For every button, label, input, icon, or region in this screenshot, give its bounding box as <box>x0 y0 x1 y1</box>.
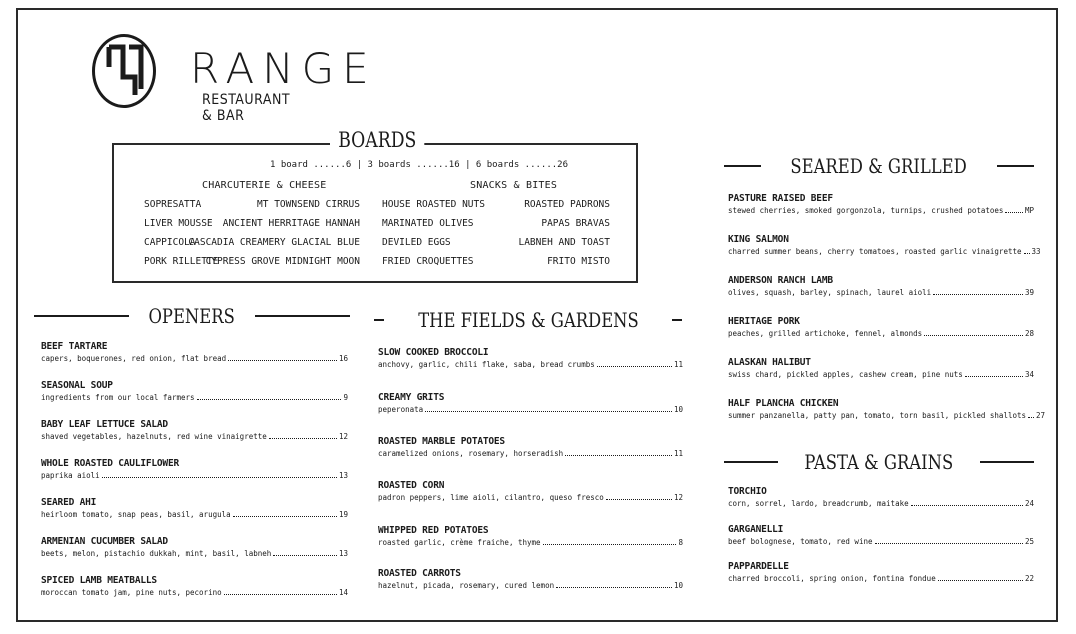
leader-dots <box>911 505 1023 506</box>
item-name: ARMENIAN CUCUMBER SALAD <box>41 536 168 547</box>
menu-item <box>41 536 348 575</box>
heading-rule <box>672 319 682 321</box>
brand-name: RANGE <box>190 44 377 93</box>
item-description: moroccan tomato jam, pine nuts, pecorino <box>41 588 222 597</box>
menu-item <box>41 380 348 419</box>
charcuterie-subtitle: CHARCUTERIE & CHEESE <box>202 180 327 191</box>
item-price: 19 <box>338 510 348 519</box>
leader-dots <box>1005 212 1023 213</box>
menu-item <box>728 524 1034 561</box>
item-name: KING SALMON <box>728 234 789 245</box>
charcuterie-item: PORK RILLETTE <box>144 256 219 267</box>
item-name: GARGANELLI <box>728 524 784 535</box>
leader-dots <box>556 587 672 588</box>
item-price: 10 <box>673 405 683 414</box>
seared-title: SEARED & GRILLED <box>790 154 968 178</box>
item-price: 9 <box>343 393 348 402</box>
menu-item <box>378 392 683 436</box>
menu-item <box>41 458 348 497</box>
item-name: WHIPPED RED POTATOES <box>378 525 489 536</box>
item-description: charred broccoli, spring onion, fontina fondue <box>728 574 936 583</box>
item-name: ANDERSON RANCH LAMB <box>728 275 833 286</box>
openers-title: OPENERS <box>148 304 236 328</box>
leader-dots <box>425 411 672 412</box>
item-name: SEASONAL SOUP <box>41 380 113 391</box>
menu-item <box>728 398 1046 439</box>
item-price: 14 <box>338 588 348 597</box>
heading-rule <box>997 165 1034 167</box>
menu-item <box>728 193 1034 234</box>
menu-item <box>378 568 683 611</box>
item-name: BABY LEAF LETTUCE SALAD <box>41 419 168 430</box>
snack-item: FRITO MISTO <box>547 256 610 267</box>
item-description: shaved vegetables, hazelnuts, red wine vinaigrette <box>41 432 267 441</box>
snack-item: PAPAS BRAVAS <box>541 218 610 229</box>
item-description: swiss chard, pickled apples, cashew cream, pine nuts <box>728 370 963 379</box>
item-name: ROASTED CORN <box>378 480 445 491</box>
item-name: TORCHIO <box>728 486 767 497</box>
item-price: 34 <box>1024 370 1034 379</box>
charcuterie-item: CAPPICOLA <box>144 237 196 248</box>
logo-monogram-icon <box>103 43 147 101</box>
menu-item <box>41 341 348 380</box>
cheese-item: ANCIENT HERRITAGE HANNAH <box>222 218 360 229</box>
item-price: 33 <box>1031 247 1041 256</box>
heading-rule <box>255 315 350 317</box>
item-description: stewed cherries, smoked gorgonzola, turnips, crushed potatoes <box>728 206 1004 215</box>
snack-item: LABNEH AND TOAST <box>518 237 610 248</box>
item-price: 12 <box>338 432 348 441</box>
snack-item: FRIED CROQUETTES <box>382 256 474 267</box>
heading-rule <box>724 165 761 167</box>
menu-item <box>728 561 1034 598</box>
pasta-heading <box>724 450 1034 474</box>
item-description: charred summer beans, cherry tomatoes, roasted garlic vinaigrette <box>728 247 1022 256</box>
menu-item <box>378 525 683 568</box>
item-name: PAPPARDELLE <box>728 561 789 572</box>
item-name: WHOLE ROASTED CAULIFLOWER <box>41 458 179 469</box>
item-name: PASTURE RAISED BEEF <box>728 193 833 204</box>
item-name: SPICED LAMB MEATBALLS <box>41 575 157 586</box>
heading-rule <box>724 461 778 463</box>
item-price: 13 <box>338 549 348 558</box>
cheese-item: CASCADIA CREAMERY GLACIAL BLUE <box>188 237 360 248</box>
item-description: capers, boquerones, red onion, flat bread <box>41 354 227 363</box>
item-description: beets, melon, pistachio dukkah, mint, basil, labneh <box>41 549 272 558</box>
item-description: anchovy, garlic, chili flake, saba, bread crumbs <box>378 360 595 369</box>
fields-heading <box>374 308 682 332</box>
seared-heading <box>724 154 1034 178</box>
snacks-subtitle: SNACKS & BITES <box>470 180 558 191</box>
snack-item: ROASTED PADRONS <box>524 199 610 210</box>
pasta-list <box>728 486 1034 598</box>
item-description: padron peppers, lime aioli, cilantro, queso fresco <box>378 493 604 502</box>
charcuterie-item: LIVER MOUSSE <box>144 218 213 229</box>
item-price: 16 <box>338 354 348 363</box>
snack-item: HOUSE ROASTED NUTS <box>382 199 485 210</box>
item-description: corn, sorrel, lardo, breadcrumb, maitake <box>728 499 909 508</box>
menu-item <box>378 347 683 392</box>
leader-dots <box>938 580 1023 581</box>
snack-item: DEVILED EGGS <box>382 237 451 248</box>
item-name: SLOW COOKED BROCCOLI <box>378 347 489 358</box>
leader-dots <box>269 438 337 439</box>
menu-item <box>378 436 683 480</box>
leader-dots <box>965 376 1023 377</box>
item-price: 28 <box>1024 329 1034 338</box>
item-price: 24 <box>1024 499 1034 508</box>
menu-item <box>728 316 1034 357</box>
item-description: summer panzanella, patty pan, tomato, torn basil, pickled shallots <box>728 411 1027 420</box>
item-name: CREAMY GRITS <box>378 392 445 403</box>
item-price: 10 <box>673 581 683 590</box>
leader-dots <box>924 335 1023 336</box>
leader-dots <box>606 499 672 500</box>
leader-dots <box>224 594 337 595</box>
menu-item <box>728 486 1034 524</box>
heading-rule <box>34 315 129 317</box>
leader-dots <box>273 555 337 556</box>
fields-list <box>378 347 683 611</box>
openers-heading <box>34 304 350 328</box>
leader-dots <box>597 366 672 367</box>
item-description: roasted garlic, crème fraiche, thyme <box>378 538 541 547</box>
item-name: ALASKAN HALIBUT <box>728 357 811 368</box>
item-name: SEARED AHI <box>41 497 97 508</box>
item-price: MP <box>1024 206 1034 215</box>
item-price: 22 <box>1024 574 1034 583</box>
item-name: ROASTED MARBLE POTATOES <box>378 436 505 447</box>
item-description: paprika aioli <box>41 471 100 480</box>
item-price: 27 <box>1036 411 1046 420</box>
item-description: olives, squash, barley, spinach, laurel aioli <box>728 288 932 297</box>
menu-item <box>41 497 348 536</box>
item-price: 11 <box>673 449 683 458</box>
cheese-item: MT TOWNSEND CIRRUS <box>257 199 360 210</box>
item-name: HALF PLANCHA CHICKEN <box>728 398 839 409</box>
brand-tagline: RESTAURANT & BAR <box>202 92 291 124</box>
item-description: ingredients from our local farmers <box>41 393 195 402</box>
cheese-item: CYPRESS GROVE MIDNIGHT MOON <box>205 256 360 267</box>
item-description: heirloom tomato, snap peas, basil, arugula <box>41 510 231 519</box>
openers-list <box>41 341 348 614</box>
fields-title: THE FIELDS & GARDENS <box>417 308 639 332</box>
heading-rule <box>374 319 384 321</box>
menu-item <box>378 480 683 525</box>
menu-item <box>728 357 1034 398</box>
item-name: BEEF TARTARE <box>41 341 108 352</box>
leader-dots <box>875 543 1023 544</box>
leader-dots <box>543 544 677 545</box>
logo-circle <box>92 34 156 108</box>
item-price: 13 <box>338 471 348 480</box>
leader-dots <box>102 477 337 478</box>
pasta-title: PASTA & GRAINS <box>804 450 954 474</box>
snack-item: MARINATED OLIVES <box>382 218 474 229</box>
item-description: caramelized onions, rosemary, horseradish <box>378 449 564 458</box>
item-name: HERITAGE PORK <box>728 316 800 327</box>
item-description: peperonata <box>378 405 424 414</box>
menu-item <box>41 419 348 458</box>
boards-title: BOARDS <box>330 128 425 152</box>
charcuterie-item: SOPRESATTA <box>144 199 202 210</box>
item-price: 8 <box>678 538 683 547</box>
item-price: 25 <box>1024 537 1034 546</box>
heading-rule <box>980 461 1034 463</box>
item-name: ROASTED CARROTS <box>378 568 461 579</box>
item-description: beef bolognese, tomato, red wine <box>728 537 873 546</box>
menu-item <box>728 234 1041 275</box>
leader-dots <box>565 455 672 456</box>
item-price: 11 <box>673 360 683 369</box>
leader-dots <box>1024 253 1030 254</box>
menu-item <box>41 575 348 614</box>
menu-item <box>728 275 1034 316</box>
leader-dots <box>933 294 1023 295</box>
leader-dots <box>228 360 337 361</box>
leader-dots <box>233 516 337 517</box>
leader-dots <box>1028 417 1034 418</box>
leader-dots <box>197 399 342 400</box>
item-description: peaches, grilled artichoke, fennel, almonds <box>728 329 923 338</box>
item-price: 12 <box>673 493 683 502</box>
item-description: hazelnut, picada, rosemary, cured lemon <box>378 581 555 590</box>
boards-pricing: 1 board ......6 | 3 boards ......16 | 6 boards ......26 <box>270 160 569 170</box>
item-price: 39 <box>1024 288 1034 297</box>
seared-list <box>728 193 1046 439</box>
